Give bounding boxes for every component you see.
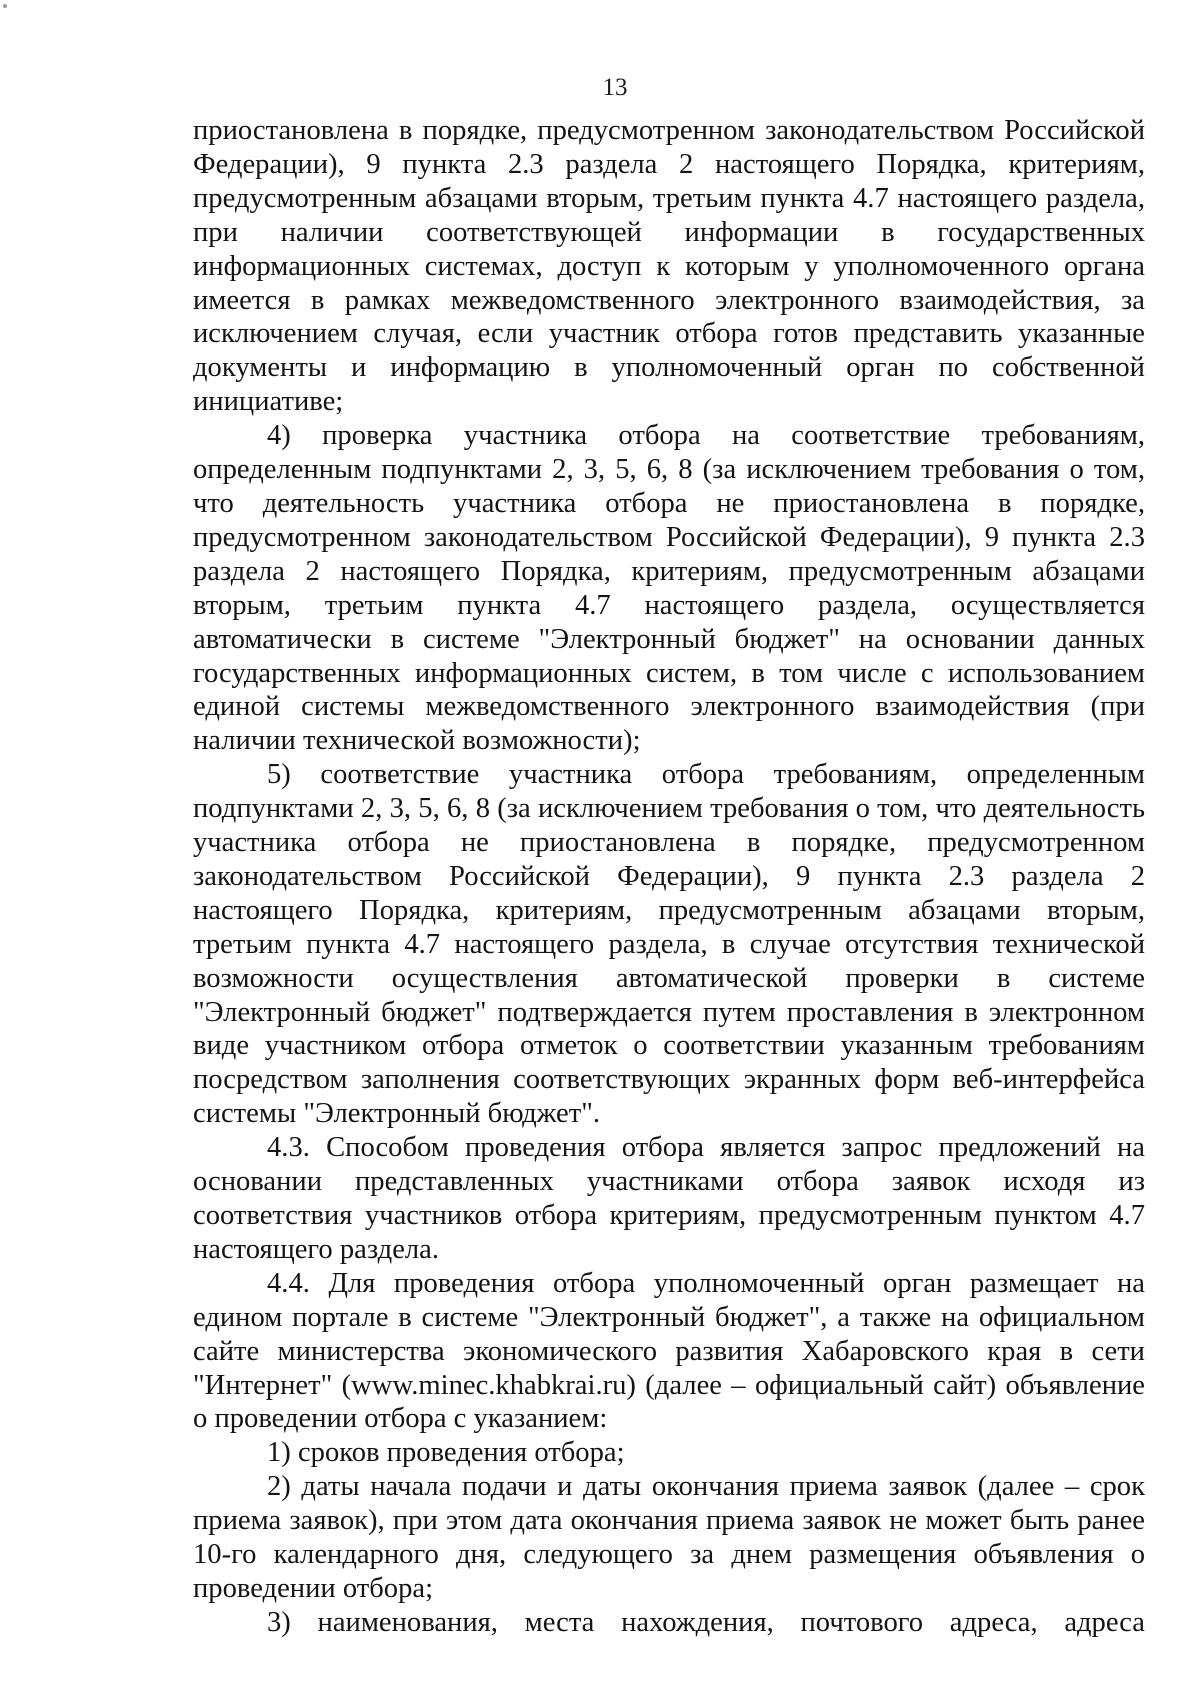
paragraph-subitem-2: 2) даты начала подачи и даты окончания приема заявок (далее – срок приема заявок), при этом дата окончания приема заявок не может быть ранее 10-го календарного дня, следующего за днем размещения объявления о проведении отбора; (193, 1471, 1145, 1604)
paragraph-item-5: 5) соответствие участника отбора требованиям, определенным подпунктами 2, 3, 5, 6, 8 (за исключением требования о том, что деятельность участника отбора не приостановлена в порядке, предусмотренном законодательством Российской Федерации), 9 пункта 2.3 раздела 2 настоящего Порядка, критериям, предусмотренным абзацами вторым, третьим пункта 4.7 настоящего раздела, в случае отсутствия технической возможности осуществления автоматической проверки в системе "Электронный бюджет" подтверждается путем проставления в электронном виде участником отбора отметок о соответствии указанным требованиям посредством заполнения соответствующих экранных форм веб-интерфейса системы "Электронный бюджет". (193, 759, 1145, 1130)
scan-speck (3, 4, 7, 8)
document-body (193, 114, 1145, 1640)
paragraph-clause-4-3: 4.3. Способом проведения отбора является запрос предложений на основании представленных участниками отбора заявок исходя из соответствия участников отбора критериям, предусмотренным пунктом 4.7 настоящего раздела. (193, 1132, 1145, 1265)
paragraph-subitem-3: 3) наименования, места нахождения, почтового адреса, адреса (267, 1606, 1145, 1638)
paragraph-item-4: 4) проверка участника отбора на соответствие требованиям, определенным подпунктами 2, 3, 5, 6, 8 (за исключением требования о том, что деятельность участника отбора не приостановлена в порядке, предусмотренном законодательством Российской Федерации), 9 пункта 2.3 раздела 2 настоящего Порядка, критериям, предусмотренным абзацами вторым, третьим пункта 4.7 настоящего раздела, осуществляется автоматически в системе "Электронный бюджет" на основании данных государственных информационных систем, в том числе с использованием единой системы межведомственного электронного взаимодействия (при наличии технической возможности); (193, 420, 1145, 757)
paragraph-continuation: приостановлена в порядке, предусмотренном законодательством Российской Федерации), 9 пункта 2.3 раздела 2 настоящего Порядка, критериям, предусмотренным абзацами вторым, третьим пункта 4.7 настоящего раздела, при наличии соответствующей информации в государственных информационных системах, доступ к которым у уполномоченного органа имеется в рамках межведомственного электронного взаимодействия, за исключением случая, если участник отбора готов представить указанные документы и информацию в уполномоченный орган по собственной инициативе; (193, 115, 1145, 418)
paragraph-clause-4-4: 4.4. Для проведения отбора уполномоченный орган размещает на едином портале в системе "Электронный бюджет", а также на официальном сайте министерства экономического развития Хабаровского края в сети "Интернет" (www.minec.khabkrai.ru) (далее – официальный сайт) объявление о проведении отбора с указанием: (193, 1267, 1145, 1435)
paragraph-subitem-1: 1) сроков проведения отбора; (267, 1437, 625, 1469)
page-number: 13 (602, 74, 628, 101)
